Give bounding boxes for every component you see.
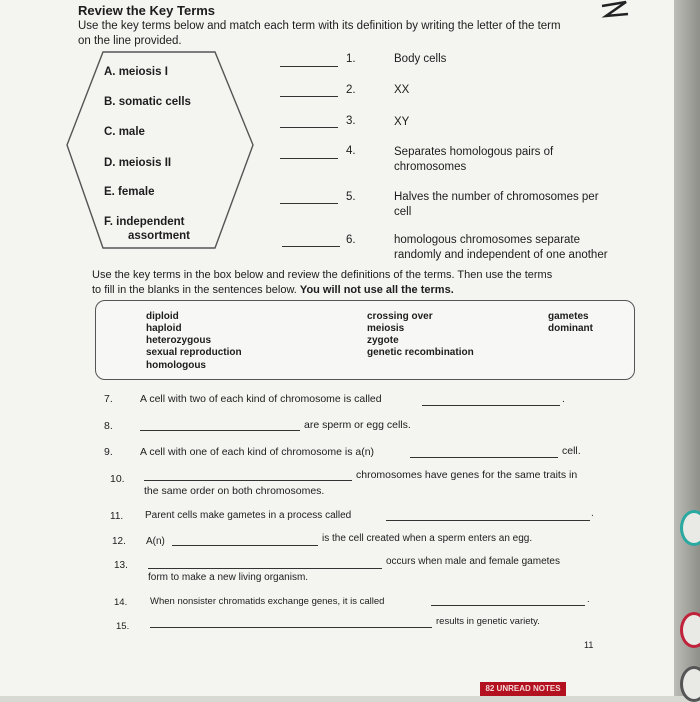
sentence-9-text: A cell with one of each kind of chromosome is a(n) [140,446,375,458]
sentence-number: 14. [114,597,128,608]
page-title: Review the Key Terms [78,3,216,18]
page-number: 11 [584,640,594,650]
sentence-13-text-line2: form to make a new living organism. [148,572,309,583]
term-a: A. meiosis I [104,66,168,78]
answer-blank-5[interactable] [280,203,338,204]
def-number: 1. [346,53,356,65]
part2-instructions-bold: You will not use all the terms. [299,284,454,296]
sentence-8-blank[interactable] [140,430,300,431]
answer-blank-2[interactable] [280,96,338,97]
def-text: XX [394,84,410,96]
def-text: Body cells [394,53,447,65]
answer-blank-1[interactable] [280,66,338,67]
sentence-12-text: A(n) [146,536,165,547]
def-number: 2. [346,84,356,96]
term-d: D. meiosis II [104,157,172,169]
answer-blank-4[interactable] [280,158,338,159]
answer-blank-6[interactable] [282,246,340,247]
def-text-line2: chromosomes [394,161,467,173]
sentence-11-blank[interactable] [386,520,590,521]
pen-mark-icon [598,0,632,30]
word-bank-term: haploid [146,323,182,334]
def-text: Separates homologous pairs of [394,146,554,158]
sentence-7-blank[interactable] [422,405,560,406]
term-c: C. male [104,126,145,138]
sentence-number: 7. [104,393,113,405]
def-number: 6. [346,234,356,246]
sentence-number: 15. [116,621,130,632]
sentence-number: 10. [110,473,125,485]
gray-tab-icon[interactable] [680,666,700,702]
word-bank-term: homologous [146,360,206,371]
sentence-14-blank[interactable] [431,605,585,606]
def-text: Halves the number of chromosomes per [394,191,599,203]
sentence-number: 12. [112,536,126,547]
term-f: F. independent [104,216,185,228]
sentence-12-text-b: is the cell created when a sperm enters an egg. [322,533,533,544]
sentence-15-text: results in genetic variety. [436,616,540,627]
sentence-10-text: chromosomes have genes for the same traits in [356,469,578,481]
sentence-15-blank[interactable] [150,627,432,628]
word-bank-term: genetic recombination [367,347,474,358]
sentence-8-text: are sperm or egg cells. [304,419,411,431]
sentence-10-text-line2: the same order on both chromosomes. [144,485,325,497]
def-text-line2: randomly and independent of one another [394,249,608,261]
def-number: 4. [346,145,356,157]
word-bank-term: diploid [146,311,179,322]
term-f-line2: assortment [128,230,190,242]
sentence-7-end: . [562,393,565,405]
word-bank-term: dominant [548,323,593,334]
teal-tab-icon[interactable] [680,510,700,546]
instructions-line-1: Use the key terms below and match each term with its definition by writing the letter of the term [78,20,561,32]
sentence-11-text: Parent cells make gametes in a process called [145,510,352,521]
word-bank-term: sexual reproduction [146,347,242,358]
sentence-7-text: A cell with two of each kind of chromosome is called [140,393,382,405]
term-e: E. female [104,186,155,198]
def-number: 3. [346,115,356,127]
sentence-13-blank[interactable] [148,568,382,569]
answer-blank-3[interactable] [280,127,338,128]
sentence-number: 8. [104,420,113,432]
sentence-number: 9. [104,446,113,458]
unread-notes-badge[interactable]: 82 UNREAD NOTES [480,682,566,696]
word-bank-term: heterozygous [146,335,212,346]
sentence-number: 13. [114,560,128,571]
def-text: XY [394,116,410,128]
sentence-14-text: When nonsister chromatids exchange genes, it is called [150,596,385,607]
term-b: B. somatic cells [104,96,191,108]
def-number: 5. [346,191,356,203]
sentence-number: 11. [110,511,124,522]
word-bank-term: meiosis [367,323,405,334]
instructions-line-2: on the line provided. [78,35,182,47]
binder-edge [674,0,700,696]
word-bank-term: zygote [367,335,399,346]
sentence-14-end: . [587,594,590,605]
sentence-13-text: occurs when male and female gametes [386,556,560,567]
word-bank-term: crossing over [367,311,433,322]
def-text-line2: cell [394,206,412,218]
sentence-12-blank[interactable] [172,545,318,546]
red-tab-icon[interactable] [680,612,700,648]
sentence-9-end: cell. [562,445,581,457]
part2-instructions-2: to fill in the blanks in the sentences below. You will not use all the terms. [92,284,454,296]
sentence-10-blank[interactable] [144,480,352,481]
sentence-11-end: . [591,508,594,519]
word-bank-term: gametes [548,311,589,322]
part2-instructions-1: Use the key terms in the box below and review the definitions of the terms. Then use the terms [92,269,553,281]
def-text: homologous chromosomes separate [394,234,581,246]
sentence-9-blank[interactable] [410,457,558,458]
